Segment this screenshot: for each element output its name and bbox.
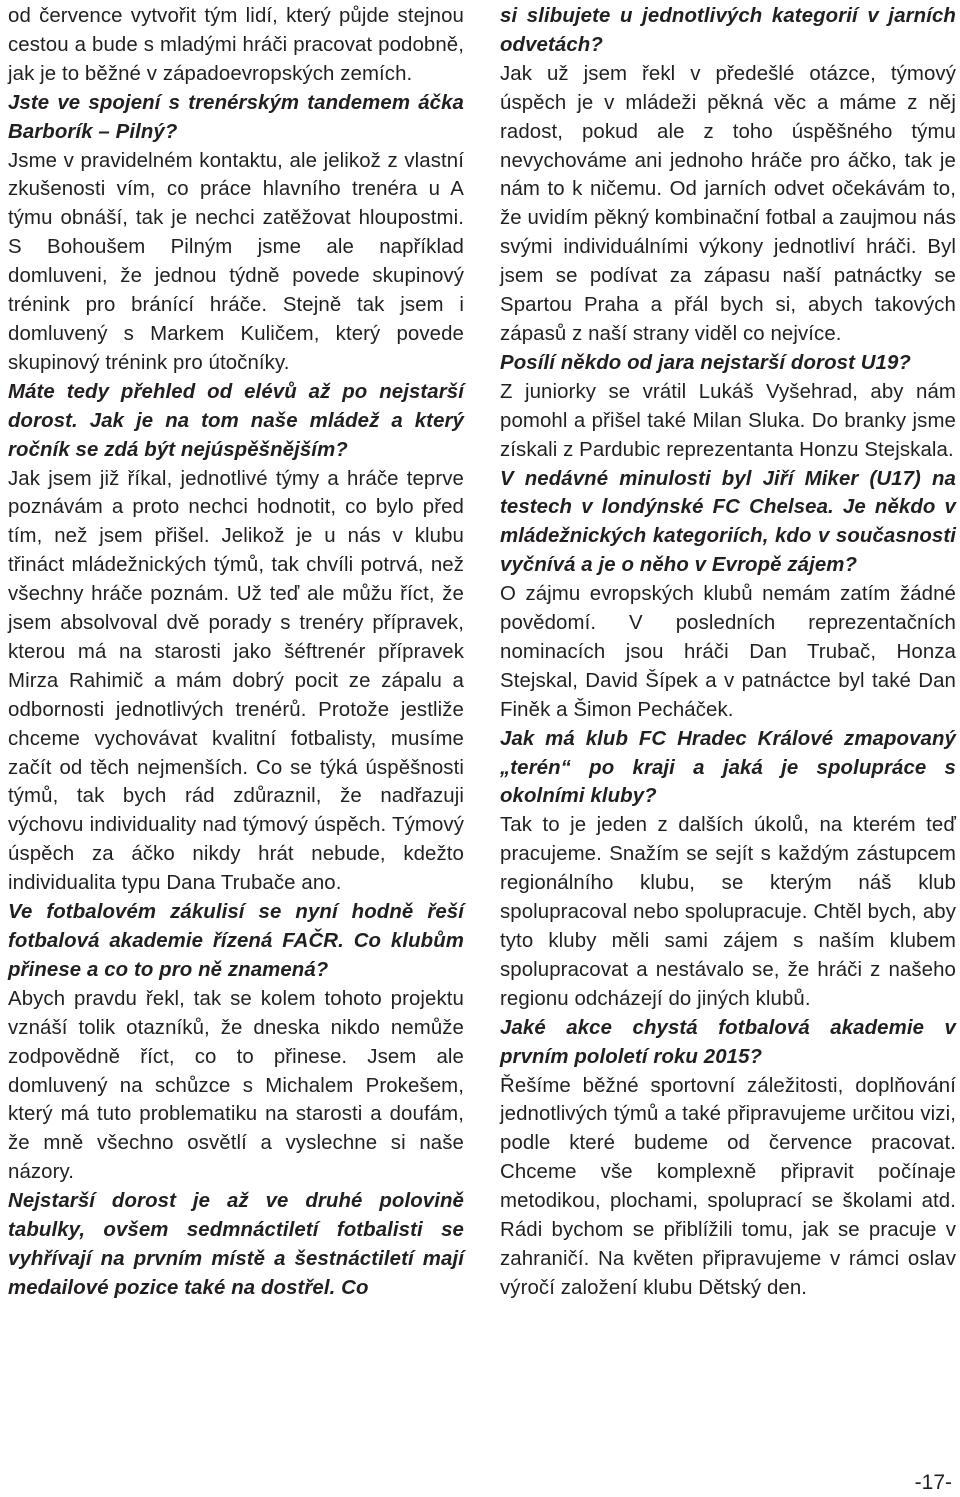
question-heading: Jste ve spojení s trenérským tandemem áčka Barborík – Pilný? xyxy=(8,91,464,143)
answer-paragraph: O zájmu evropských klubů nemám zatím žádné povědomí. V posledních reprezentačních nominacích jsou hráči Dan Trubač, Honza Stejskal, David Šípek a v patnáctce byl také Dan Finěk a Šimon Pecháček. xyxy=(500,583,956,721)
answer-paragraph: Jak už jsem řekl v předešlé otázce, týmový úspěch je v mládeži pěkná věc a máme z něj radost, pokud ale z toho úspěšného týmu nevychováme ani jednoho hráče pro áčko, tak je nám to k ničemu. Od jarních odvet očekávám to, že uvidím pěkný kombinační fotbal a zaujmou nás svými individuálními výkony jednotliví hráči. Byl jsem se podívat za zápasu naší patnáctky se Spartou Praha a přál bych si, abych takových zápasů z naší strany viděl co nejvíce. xyxy=(500,62,956,345)
question-heading: Jaké akce chystá fotbalová akademie v prvním pololetí roku 2015? xyxy=(500,1016,956,1068)
answer-paragraph: Jsme v pravidelném kontaktu, ale jelikož z vlastní zkušenosti vím, co práce hlavního trenéra u A týmu obnáší, tak je nechci zatěžovat hloupostmi. S Bohoušem Pilným jsme ale například domluveni, že jednou týdně povede skupinový trénink pro bránící hráče. Stejně tak jsem i domluvený s Markem Kuličem, který povede skupinový trénink pro útočníky. xyxy=(8,149,464,374)
question-heading: si slibujete u jednotlivých kategorií v jarních odvetách? xyxy=(500,5,956,56)
answer-paragraph: Řešíme běžné sportovní záležitosti, doplňování jednotlivých týmů a také připravujeme určitou vizi, podle které budeme od července pracovat. Chceme vše komplexně připravit počínaje metodikou, plochami, spoluprací se školami atd. Rádi bychom se přiblížili tomu, jak se pracuje v zahraničí. Na květen připravujeme v rámci oslav výročí založení klubu Dětský den. xyxy=(500,1074,956,1299)
answer-paragraph: Jak jsem již říkal, jednotlivé týmy a hráče teprve poznávám a proto nechci hodnotit, co bylo před tím, než jsem přišel. Jelikož je u nás v klubu třináct mládežnických týmů, tak chvíli potrvá, než všechny hráče poznám. Už teď ale můžu říct, že jsem absolvoval dvě porady s trenéry přípravek, kterou má na starosti jako šéftrenér přípravek Mirza Rahimič a mám dobrý pocit ze zápalu a odbornosti jednotlivých trenérů. Protože jestliže chceme vychovávat kvalitní fotbalisty, musíme začít od těch nejmenších. Co se týká úspěšnosti týmů, tak bych rád zdůraznil, že nadřazuji výchovu individuality nad týmový úspěch. Týmový úspěch za áčko nikdy hrát nebude, kdežto individualita typu Dana Trubače ano. xyxy=(8,467,464,895)
page-number: -17- xyxy=(914,1471,952,1494)
right-column xyxy=(500,2,956,1303)
answer-paragraph: Tak to je jeden z dalších úkolů, na kterém teď pracujeme. Snažím se sejít s každým zástupcem regionálního klubu, se kterým náš klub spolupracoval nebo spolupracuje. Chtěl bych, aby tyto kluby měli sami zájem s naším klubem spolupracovat a nestávalo se, že hráči z našeho regionu odcházejí do jiných klubů. xyxy=(500,814,956,1010)
question-heading: Nejstarší dorost je až ve druhé polovině tabulky, ovšem sedmnáctiletí fotbalisti se vyhřívají na prvním místě a šestnáctiletí mají medailové pozice také na dostřel. Co xyxy=(8,1190,464,1299)
question-heading: Posílí někdo od jara nejstarší dorost U19? xyxy=(500,351,911,374)
question-heading: Ve fotbalovém zákulisí se nyní hodně řeší fotbalová akademie řízená FAČR. Co klubům přinese a co to pro ně znamená? xyxy=(8,901,464,981)
answer-paragraph: Z juniorky se vrátil Lukáš Vyšehrad, aby nám pomohl a přišel také Milan Sluka. Do branky jsme získali z Pardubic reprezentanta Honzu Stejskala. xyxy=(500,380,956,461)
answer-paragraph: od července vytvořit tým lidí, který půjde stejnou cestou a bude s mladými hráči pracovat podobně, jak je to běžné v západoevropských zemích. xyxy=(8,5,464,85)
question-heading: V nedávné minulosti byl Jiří Miker (U17) na testech v londýnské FC Chelsea. Je někdo v mládežnických kategoriích, kdo v současnosti vyčnívá a je o něho v Evropě zájem? xyxy=(500,467,956,577)
question-heading: Jak má klub FC Hradec Králové zmapovaný „terén“ po kraji a jaká je spolupráce s okolními kluby? xyxy=(500,727,956,808)
question-heading: Máte tedy přehled od elévů až po nejstarší dorost. Jak je na tom naše mládež a který ročník se zdá být nejúspěšnějším? xyxy=(8,380,464,461)
answer-paragraph: Abych pravdu řekl, tak se kolem tohoto projektu vznáší tolik otazníků, že dneska nikdo nemůže zodpovědně říct, co to přinese. Jsem ale domluvený na schůzce s Michalem Prokešem, který má tuto problematiku na starosti a doufám, že mně všechno osvětlí a vyslechne si naše názory. xyxy=(8,987,464,1184)
left-column xyxy=(8,2,464,1303)
